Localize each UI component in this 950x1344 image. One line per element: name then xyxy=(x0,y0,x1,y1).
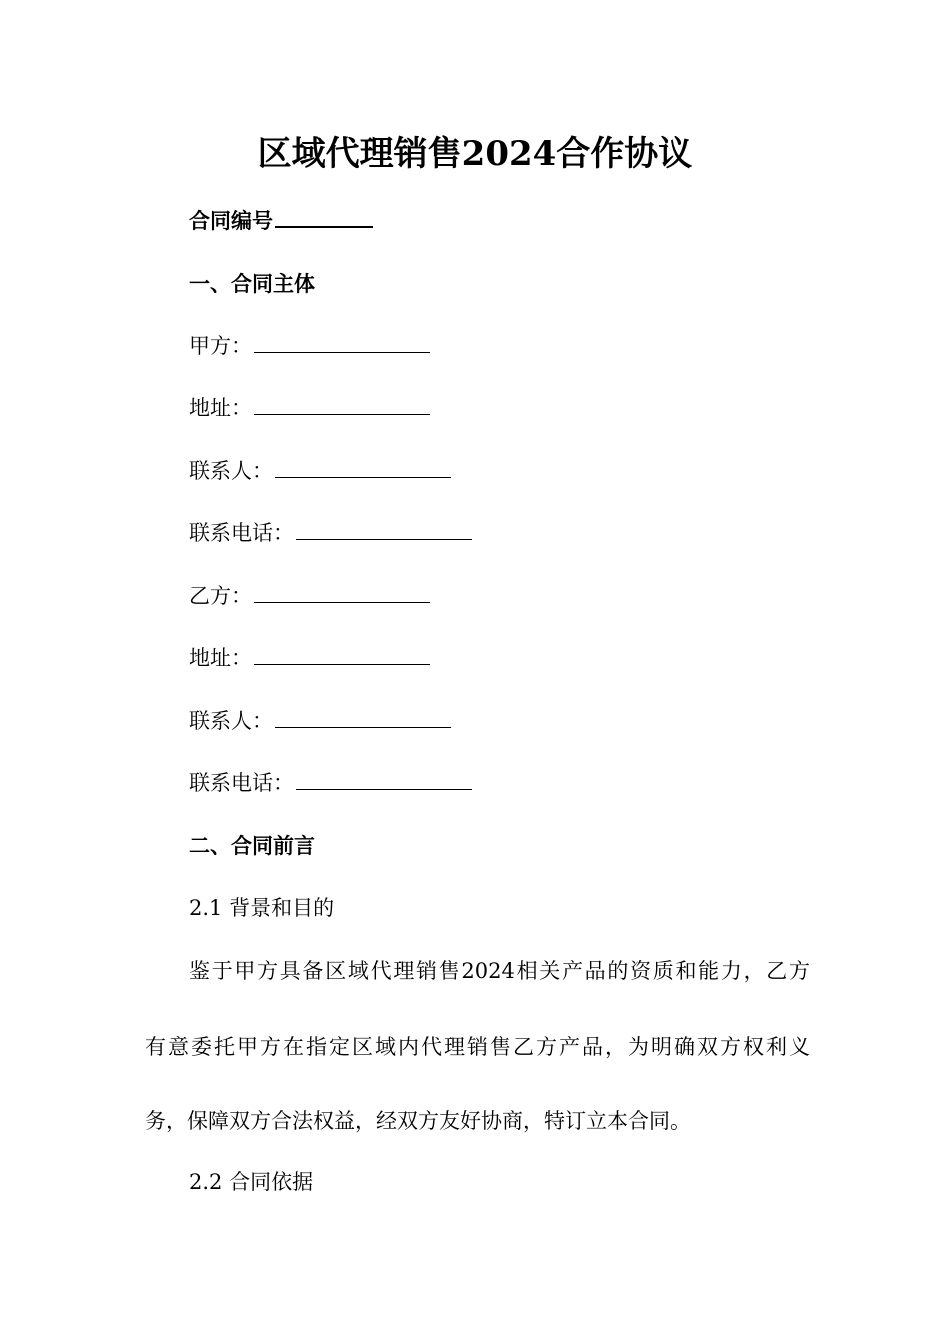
party-a-contact-blank[interactable] xyxy=(275,455,451,478)
party-b-address-label: 地址： xyxy=(189,646,252,670)
party-a-address-line xyxy=(189,391,430,425)
party-a-line xyxy=(189,329,430,363)
party-b-phone-label: 联系电话： xyxy=(189,771,294,795)
party-b-contact-blank[interactable] xyxy=(275,705,451,728)
contract-number-label: 合同编号 xyxy=(189,208,273,233)
section1-heading: 一、合同主体 xyxy=(189,271,315,296)
party-b-address-blank[interactable] xyxy=(254,642,430,665)
party-a-phone-label: 联系电话： xyxy=(189,521,294,545)
party-a-phone-blank[interactable] xyxy=(296,517,472,540)
section2-heading: 二、合同前言 xyxy=(189,833,315,858)
party-b-line xyxy=(189,579,430,613)
party-b-blank[interactable] xyxy=(254,580,430,603)
document-title: 区域代理销售2024合作协议 xyxy=(257,134,693,174)
party-a-contact-label: 联系人： xyxy=(189,459,273,483)
party-a-blank[interactable] xyxy=(254,330,430,353)
paragraph-line: 务，保障双方合法权益，经双方友好协商，特订立本合同。 xyxy=(145,1109,691,1133)
party-b-phone-line xyxy=(189,766,472,800)
contract-number-blank[interactable] xyxy=(275,204,373,228)
party-b-contact-line xyxy=(189,704,451,738)
party-b-address-line xyxy=(189,641,430,675)
subsection-2-2-heading: 2.2 合同依据 xyxy=(189,1170,314,1194)
party-a-address-label: 地址： xyxy=(189,396,252,420)
party-a-address-blank[interactable] xyxy=(254,392,430,415)
subsection-2-1-heading: 2.1 背景和目的 xyxy=(189,896,335,920)
party-b-phone-blank[interactable] xyxy=(296,767,472,790)
party-a-contact-line xyxy=(189,454,451,488)
paragraph-line: 有意委托甲方在指定区域内代理销售乙方产品，为明确双方权利义 xyxy=(145,1035,810,1059)
party-a-phone-line xyxy=(189,516,472,550)
party-b-label: 乙方： xyxy=(189,584,252,608)
contract-number-line xyxy=(189,204,373,238)
paragraph-line: 鉴于甲方具备区域代理销售2024相关产品的资质和能力，乙方 xyxy=(189,959,810,983)
party-a-label: 甲方： xyxy=(189,334,252,358)
party-b-contact-label: 联系人： xyxy=(189,709,273,733)
